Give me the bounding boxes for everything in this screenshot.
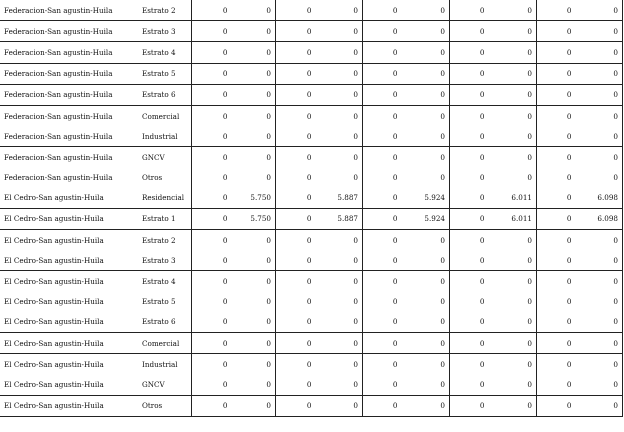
value-cell: 0 — [363, 84, 402, 105]
value-cell: 0 — [402, 292, 450, 312]
value-cell: 0 — [576, 21, 623, 42]
category-cell: Otros — [139, 395, 192, 416]
value-cell: 0 — [192, 105, 232, 126]
value-cell: 0 — [363, 271, 402, 292]
category-cell: Estrato 4 — [139, 271, 192, 292]
value-cell: 0 — [450, 208, 489, 229]
value-cell: 6.098 — [576, 188, 623, 209]
value-cell: 0 — [363, 63, 402, 84]
value-cell: 0 — [402, 105, 450, 126]
value-cell: 0 — [576, 63, 623, 84]
value-cell: 0 — [576, 250, 623, 271]
value-cell: 0 — [402, 250, 450, 271]
table-row — [0, 105, 623, 126]
value-cell: 0 — [232, 354, 276, 375]
value-cell: 5.924 — [402, 208, 450, 229]
value-cell: 0 — [363, 147, 402, 168]
value-cell: 0 — [232, 250, 276, 271]
value-cell: 0 — [276, 333, 316, 354]
category-cell: Industrial — [139, 354, 192, 375]
value-cell: 0 — [489, 84, 537, 105]
table-row — [0, 312, 623, 333]
value-cell: 0 — [192, 21, 232, 42]
value-cell: 0 — [192, 395, 232, 416]
value-cell: 0 — [566, 317, 572, 327]
value-cell: 0 — [479, 131, 485, 141]
value-cell: 0 — [576, 0, 623, 21]
value-cell: 0 — [232, 147, 276, 168]
value-cell: 0 — [489, 354, 537, 375]
category-cell: Residencial — [142, 193, 185, 203]
value-cell: 6.011 — [489, 188, 537, 209]
value-cell: 0 — [363, 354, 402, 375]
value-cell: 0 — [276, 395, 316, 416]
value-cell: 0 — [316, 271, 363, 292]
value-cell: 5.887 — [316, 188, 363, 209]
value-cell: 0 — [276, 21, 316, 42]
value-cell: 0 — [479, 317, 485, 327]
value-cell: 0 — [192, 84, 232, 105]
table-row — [0, 63, 623, 84]
value-cell: 0 — [232, 374, 276, 395]
value-cell: 0 — [576, 395, 623, 416]
table-row — [0, 188, 623, 209]
value-cell: 0 — [316, 105, 363, 126]
value-cell: 0 — [450, 63, 489, 84]
value-cell: 0 — [450, 354, 489, 375]
table-row — [0, 250, 623, 271]
value-cell: 0 — [316, 84, 363, 105]
category-cell: Otros — [142, 173, 163, 183]
value-cell: 0 — [232, 105, 276, 126]
value-cell: 0 — [537, 208, 576, 229]
location-cell: El Cedro-San agustin-Huila — [0, 230, 139, 251]
value-cell: 0 — [576, 333, 623, 354]
value-cell: 0 — [450, 271, 489, 292]
table-row — [0, 354, 623, 375]
value-cell: 0 — [316, 21, 363, 42]
value-cell: 0 — [316, 42, 363, 63]
location-cell: El Cedro-San agustin-Huila — [4, 255, 104, 265]
value-cell: 6.011 — [489, 208, 537, 229]
category-cell: Estrato 2 — [139, 230, 192, 251]
table-row — [0, 42, 623, 63]
value-cell: 0 — [479, 379, 485, 389]
value-cell: 0 — [276, 147, 316, 168]
value-cell: 0 — [537, 230, 576, 251]
location-cell: El Cedro-San agustin-Huila — [0, 271, 139, 292]
value-cell: 0 — [316, 147, 363, 168]
value-cell: 0 — [316, 63, 363, 84]
value-cell: 0 — [576, 105, 623, 126]
location-cell: El Cedro-San agustin-Huila — [4, 379, 104, 389]
value-cell: 0 — [479, 193, 485, 203]
value-cell: 0 — [392, 173, 398, 183]
value-cell: 0 — [566, 173, 572, 183]
table-row — [0, 271, 623, 292]
value-cell: 0 — [276, 208, 316, 229]
value-cell: 0 — [576, 42, 623, 63]
category-cell: Estrato 4 — [139, 42, 192, 63]
value-cell: 0 — [276, 271, 316, 292]
value-cell: 0 — [192, 126, 232, 147]
category-cell: Estrato 3 — [139, 21, 192, 42]
value-cell: 0 — [402, 84, 450, 105]
value-cell: 0 — [232, 21, 276, 42]
location-cell: El Cedro-San agustin-Huila — [0, 354, 139, 375]
value-cell: 0 — [192, 250, 232, 271]
value-cell: 0 — [232, 292, 276, 312]
category-cell: Comercial — [139, 333, 192, 354]
value-cell: 0 — [576, 271, 623, 292]
value-cell: 0 — [450, 147, 489, 168]
value-cell: 0 — [450, 230, 489, 251]
value-cell: 0 — [306, 379, 312, 389]
table-row — [0, 230, 623, 251]
value-cell: 0 — [316, 126, 363, 147]
value-cell: 0 — [450, 105, 489, 126]
value-cell: 0 — [489, 312, 537, 333]
category-cell: Estrato 5 — [142, 297, 176, 307]
value-cell: 0 — [402, 354, 450, 375]
value-cell: 0 — [576, 292, 623, 312]
value-cell: 0 — [316, 0, 363, 21]
value-cell: 0 — [232, 126, 276, 147]
table-row — [0, 208, 623, 229]
value-cell: 0 — [232, 42, 276, 63]
table-row — [0, 0, 623, 21]
category-cell: Estrato 6 — [142, 317, 176, 327]
location-cell: Federacion-San agustin-Huila — [4, 5, 113, 15]
value-cell: 0 — [489, 105, 537, 126]
value-cell: 0 — [232, 168, 276, 188]
value-cell: 0 — [192, 312, 232, 333]
value-cell: 0 — [537, 105, 576, 126]
value-cell: 0 — [306, 173, 312, 183]
value-cell: 0 — [316, 168, 363, 188]
value-cell: 0 — [489, 292, 537, 312]
value-cell: 0 — [402, 312, 450, 333]
value-cell: 0 — [392, 255, 398, 265]
value-cell: 0 — [316, 354, 363, 375]
value-cell: 0 — [316, 250, 363, 271]
value-cell: 0 — [566, 297, 572, 307]
location-cell: Federacion-San agustin-Huila — [4, 131, 113, 141]
category-cell: Estrato 6 — [139, 84, 192, 105]
table-row — [0, 395, 623, 416]
table-row — [0, 147, 623, 168]
value-cell: 0 — [192, 63, 232, 84]
value-cell: 0 — [537, 354, 576, 375]
value-cell: 0 — [450, 42, 489, 63]
value-cell: 0 — [489, 250, 537, 271]
value-cell: 0 — [306, 131, 312, 141]
location-cell: Federacion-San agustin-Huila — [0, 42, 139, 63]
value-cell: 0 — [402, 147, 450, 168]
value-cell: 0 — [537, 147, 576, 168]
value-cell: 0 — [489, 395, 537, 416]
value-cell: 0 — [489, 374, 537, 395]
value-cell: 0 — [276, 63, 316, 84]
location-cell: Federacion-San agustin-Huila — [0, 63, 139, 84]
value-cell: 0 — [363, 333, 402, 354]
value-cell: 0 — [316, 230, 363, 251]
value-cell: 0 — [363, 21, 402, 42]
value-cell: 0 — [576, 312, 623, 333]
value-cell: 0 — [489, 333, 537, 354]
value-cell: 0 — [363, 208, 402, 229]
location-cell: El Cedro-San agustin-Huila — [4, 297, 104, 307]
value-cell: 0 — [576, 147, 623, 168]
value-cell: 0 — [306, 193, 312, 203]
value-cell: 0 — [192, 147, 232, 168]
value-cell: 0 — [392, 131, 398, 141]
value-cell: 0 — [576, 84, 623, 105]
value-cell: 0 — [192, 208, 232, 229]
location-cell: El Cedro-San agustin-Huila — [0, 208, 139, 229]
value-cell: 0 — [576, 168, 623, 188]
table-row — [0, 374, 623, 395]
value-cell: 0 — [306, 255, 312, 265]
category-cell: Estrato 2 — [142, 5, 176, 15]
value-cell: 5.750 — [232, 208, 276, 229]
value-cell: 0 — [402, 126, 450, 147]
table-row — [0, 84, 623, 105]
value-cell: 0 — [489, 42, 537, 63]
value-cell: 0 — [489, 271, 537, 292]
value-cell: 0 — [489, 147, 537, 168]
value-cell: 0 — [392, 193, 398, 203]
value-cell: 0 — [402, 230, 450, 251]
table-row — [0, 168, 623, 188]
value-cell: 0 — [232, 395, 276, 416]
value-cell: 0 — [306, 5, 312, 15]
value-cell: 0 — [566, 5, 572, 15]
category-cell: GNCV — [139, 147, 192, 168]
value-cell: 0 — [363, 42, 402, 63]
value-cell: 0 — [232, 0, 276, 21]
value-cell: 0 — [479, 173, 485, 183]
value-cell: 0 — [306, 297, 312, 307]
table-row — [0, 21, 623, 42]
value-cell: 5.924 — [402, 188, 450, 209]
value-cell: 0 — [566, 379, 572, 389]
value-cell: 0 — [392, 317, 398, 327]
category-cell: Estrato 3 — [142, 255, 176, 265]
value-cell: 0 — [537, 333, 576, 354]
value-cell: 0 — [276, 354, 316, 375]
value-cell: 0 — [392, 379, 398, 389]
value-cell: 0 — [537, 395, 576, 416]
value-cell: 0 — [450, 333, 489, 354]
value-cell: 0 — [192, 271, 232, 292]
value-cell: 0 — [402, 42, 450, 63]
value-cell: 0 — [489, 63, 537, 84]
value-cell: 0 — [392, 297, 398, 307]
value-cell: 0 — [316, 395, 363, 416]
value-cell: 0 — [479, 255, 485, 265]
value-cell: 0 — [392, 5, 398, 15]
location-cell: El Cedro-San agustin-Huila — [0, 333, 139, 354]
value-cell: 0 — [316, 312, 363, 333]
value-cell: 0 — [192, 188, 232, 209]
location-cell: Federacion-San agustin-Huila — [0, 84, 139, 105]
value-cell: 0 — [276, 230, 316, 251]
value-cell: 0 — [537, 271, 576, 292]
category-cell: Comercial — [139, 105, 192, 126]
table-row — [0, 126, 623, 147]
value-cell: 0 — [566, 255, 572, 265]
value-cell: 0 — [232, 63, 276, 84]
value-cell: 0 — [316, 374, 363, 395]
value-cell: 0 — [363, 395, 402, 416]
value-cell: 0 — [450, 395, 489, 416]
location-cell: El Cedro-San agustin-Huila — [4, 193, 104, 203]
value-cell: 0 — [232, 84, 276, 105]
value-cell: 6.098 — [576, 208, 623, 229]
value-cell: 5.887 — [316, 208, 363, 229]
value-cell: 0 — [316, 292, 363, 312]
value-cell: 0 — [232, 333, 276, 354]
value-cell: 0 — [402, 333, 450, 354]
value-cell: 0 — [576, 230, 623, 251]
value-cell: 0 — [402, 271, 450, 292]
value-cell: 0 — [566, 131, 572, 141]
value-cell: 0 — [363, 105, 402, 126]
value-cell: 0 — [402, 168, 450, 188]
value-cell: 0 — [316, 333, 363, 354]
value-cell: 0 — [192, 230, 232, 251]
value-cell: 0 — [276, 105, 316, 126]
value-cell: 0 — [489, 168, 537, 188]
location-cell: Federacion-San agustin-Huila — [4, 173, 113, 183]
value-cell: 0 — [479, 297, 485, 307]
value-cell: 0 — [489, 21, 537, 42]
value-cell: 0 — [402, 63, 450, 84]
value-cell: 0 — [489, 230, 537, 251]
value-cell: 0 — [479, 5, 485, 15]
value-cell: 0 — [576, 354, 623, 375]
value-cell: 0 — [566, 193, 572, 203]
category-cell: Estrato 5 — [139, 63, 192, 84]
value-cell: 0 — [576, 126, 623, 147]
value-cell: 0 — [363, 230, 402, 251]
value-cell: 0 — [450, 21, 489, 42]
category-cell: Estrato 1 — [139, 208, 192, 229]
location-cell: Federacion-San agustin-Huila — [0, 21, 139, 42]
value-cell: 0 — [192, 292, 232, 312]
value-cell: 0 — [192, 168, 232, 188]
value-cell: 0 — [232, 312, 276, 333]
value-cell: 5.750 — [232, 188, 276, 209]
location-cell: Federacion-San agustin-Huila — [0, 105, 139, 126]
value-cell: 0 — [192, 333, 232, 354]
value-cell: 0 — [402, 21, 450, 42]
value-cell: 0 — [306, 317, 312, 327]
value-cell: 0 — [232, 271, 276, 292]
value-cell: 0 — [576, 374, 623, 395]
value-cell: 0 — [232, 230, 276, 251]
value-cell: 0 — [450, 84, 489, 105]
value-cell: 0 — [537, 21, 576, 42]
location-cell: Federacion-San agustin-Huila — [0, 147, 139, 168]
location-cell: El Cedro-San agustin-Huila — [0, 395, 139, 416]
value-cell: 0 — [192, 354, 232, 375]
table-row — [0, 333, 623, 354]
value-cell: 0 — [489, 0, 537, 21]
value-cell: 0 — [537, 84, 576, 105]
value-cell: 0 — [192, 42, 232, 63]
category-cell: GNCV — [142, 379, 165, 389]
table-row — [0, 292, 623, 312]
value-cell: 0 — [402, 395, 450, 416]
value-cell: 0 — [402, 0, 450, 21]
value-cell: 0 — [489, 126, 537, 147]
value-cell: 0 — [402, 374, 450, 395]
value-cell: 0 — [537, 63, 576, 84]
value-cell: 0 — [192, 374, 232, 395]
value-cell: 0 — [276, 42, 316, 63]
value-cell: 0 — [192, 0, 232, 21]
location-cell: El Cedro-San agustin-Huila — [4, 317, 104, 327]
value-cell: 0 — [276, 84, 316, 105]
value-cell: 0 — [537, 42, 576, 63]
category-cell: Industrial — [142, 131, 178, 141]
